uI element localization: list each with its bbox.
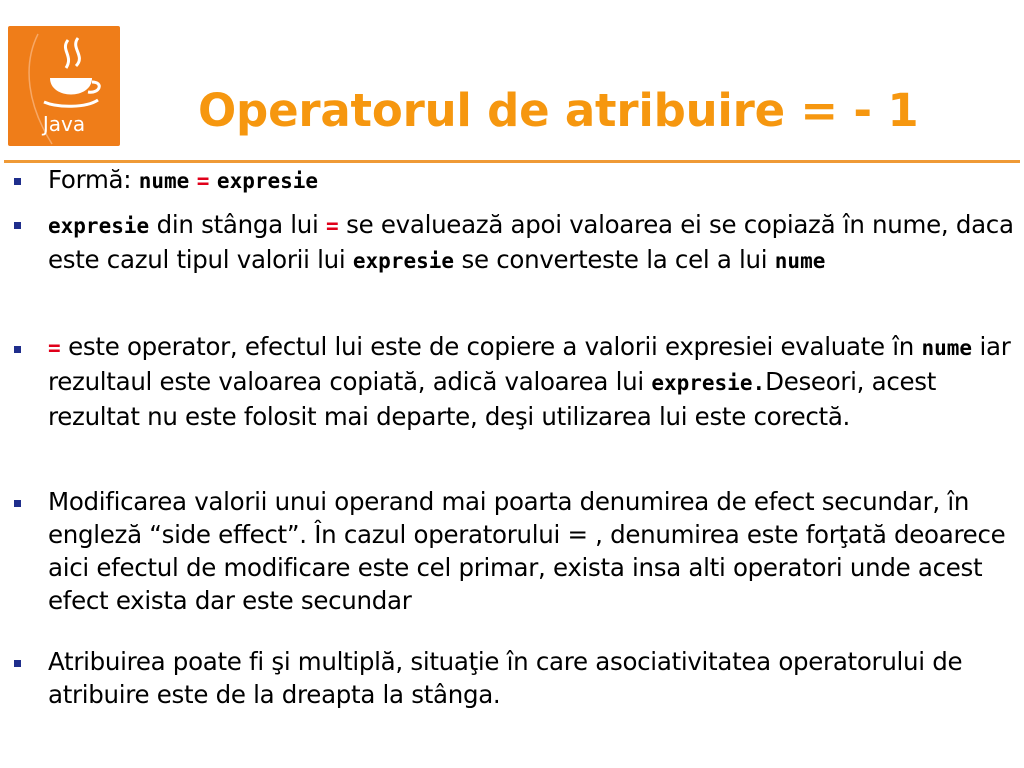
assign-operator: =: [326, 214, 339, 238]
code-nume: nume: [138, 169, 190, 193]
bullet-text: Modificarea valorii unui operand mai poarta denumirea de efect secundar, în engleză “side effect”. În cazul operatorului = , denumirea este forţată deoarece aici efectul de modificare este cel primar, exista insa alti operatori unde acest efect exista dar este secundar: [48, 487, 1006, 615]
bullet-text: iar rezultaul este valoarea copiată, adică valoarea lui: [48, 332, 1011, 396]
bullet-marker: [14, 660, 21, 667]
logo-text: Java: [42, 112, 86, 136]
java-logo: [8, 26, 120, 146]
bullet-item-multiple: [48, 645, 1014, 711]
bullet-text: Deseori, acest rezultat nu este folosit mai departe, deşi utilizarea lui este corectă.: [48, 367, 937, 431]
bullet-item-side-effect: [48, 485, 1014, 617]
code-expresie: expresie.: [651, 371, 766, 395]
bullet-text: din stânga lui: [149, 210, 327, 239]
bullet-item-form: [48, 163, 1014, 198]
bullet-marker: [14, 178, 21, 185]
bullet-text: este operator, efectul lui este de copiere a valorii expresiei evaluate în: [60, 332, 922, 361]
assign-operator: =: [48, 336, 61, 360]
bullet-text: se evaluează apoi valoarea ei se copiază în nume, daca este cazul tipul valorii lui: [48, 210, 1014, 274]
bullet-text: Formă:: [48, 165, 139, 194]
bullet-text: Atribuirea poate fi şi multiplă, situaţie în care asociativitatea operatorului de atribuire este de la dreapta la stânga.: [48, 647, 963, 709]
bullet-item-evaluation: [48, 208, 1014, 278]
code-nume: nume: [774, 249, 826, 273]
bullet-text: se converteste la cel a lui: [454, 245, 775, 274]
bullet-item-operator: [48, 330, 1014, 433]
bullet-marker: [14, 346, 21, 353]
assign-operator: =: [196, 169, 210, 193]
code-expresie: expresie: [216, 169, 319, 193]
code-nume: nume: [921, 336, 973, 360]
code-expresie: expresie: [48, 214, 150, 238]
slide-title: Operatorul de atribuire = - 1: [198, 84, 919, 137]
code-expresie: expresie: [352, 249, 455, 273]
bullet-marker: [14, 222, 21, 229]
bullet-marker: [14, 500, 21, 507]
